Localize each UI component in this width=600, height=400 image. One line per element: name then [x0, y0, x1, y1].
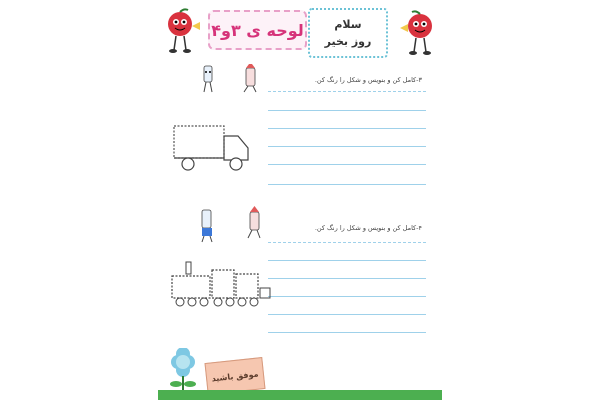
worksheet-title: لوحه ی ۳و۴: [211, 20, 304, 40]
truck-drawing: [172, 122, 254, 174]
pencil-characters-1: [196, 64, 266, 96]
writing-line: [268, 110, 426, 111]
flower-mascot: [158, 348, 206, 392]
trace-line: [268, 242, 426, 243]
writing-line: [268, 314, 426, 315]
trace-line: [268, 91, 426, 92]
greeting-frame: [308, 8, 388, 58]
writing-line: [268, 332, 426, 333]
writing-line: [268, 278, 426, 279]
pencil-characters-2: [196, 206, 266, 244]
writing-line: [268, 296, 426, 297]
writing-line: [268, 164, 426, 165]
writing-line: [268, 260, 426, 261]
apple-mascot-right: [398, 10, 438, 58]
grass-strip: [158, 390, 442, 400]
apple-mascot-left: [162, 8, 202, 56]
exercise-3-instruction: ۳-کامل کن و بنویس و شکل را رنگ کن.: [314, 76, 422, 84]
worksheet-title-frame: [208, 10, 307, 50]
writing-line: [268, 128, 426, 129]
writing-line: [268, 184, 426, 185]
worksheet-page: [158, 0, 442, 400]
greeting-line-2: روز بخیر: [324, 35, 372, 48]
train-drawing: [162, 258, 274, 310]
good-luck-label: موفق باشید: [211, 369, 259, 383]
writing-line: [268, 146, 426, 147]
greeting-line-1: سلام: [334, 18, 362, 31]
exercise-4-instruction: ۴-کامل کن و بنویس و شکل را رنگ کن.: [314, 224, 422, 232]
